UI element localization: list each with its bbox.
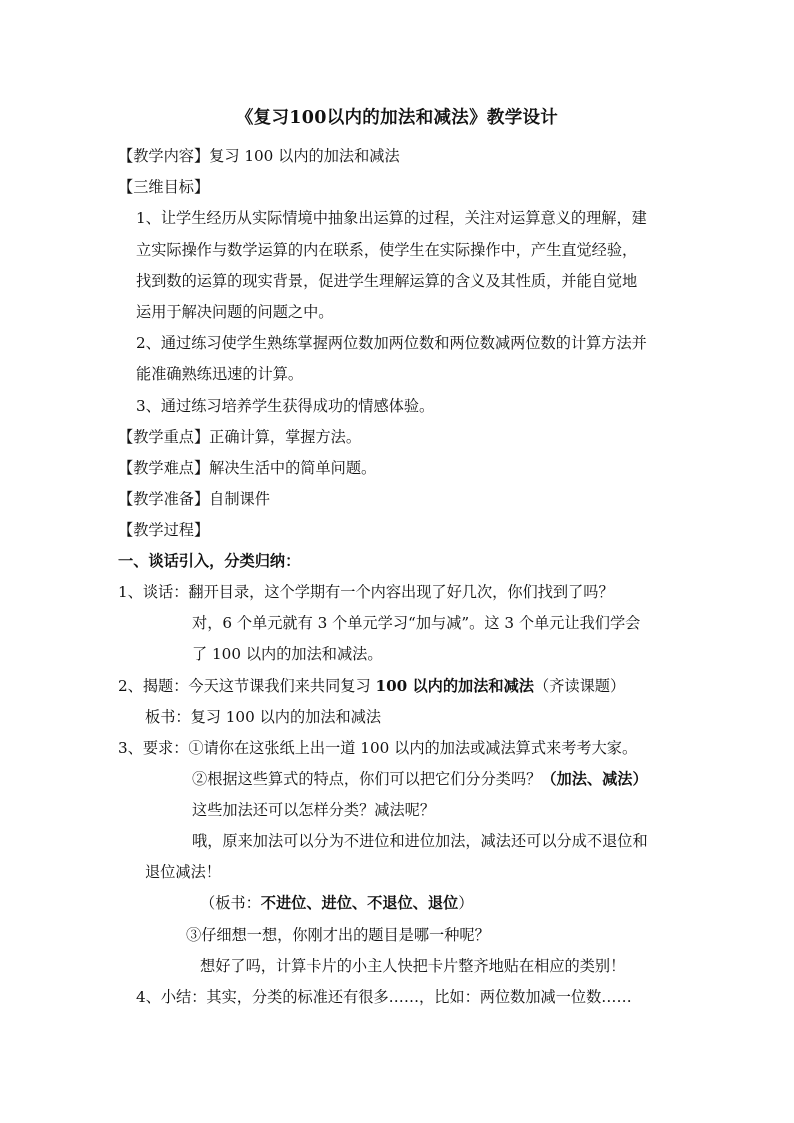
step-2-text: 今天这节课我们来共同复习 [188, 677, 376, 695]
goal-2-line-1: 2、通过练习使学生熟练掌握两位数加两位数和两位数减两位数的计算方法并 [136, 334, 647, 352]
step-4-text: 其实，分类的标准还有很多……，比如：两位数加减一位数…… [206, 988, 632, 1006]
board-close: ） [458, 894, 474, 912]
preparation-line [118, 489, 270, 509]
step-1-text: 翻开目录，这个学期有一个内容出现了好几次，你们找到了吗？ [188, 583, 614, 601]
step-2-board: 板书：复习 100 以内的加法和减法 [145, 708, 382, 726]
section-tag: 【教学内容】 [118, 147, 210, 165]
goals-tag: 【三维目标】 [118, 178, 210, 196]
goal-1-line-3: 找到数的运算的现实背景，促进学生理解运算的含义及其性质，并能自觉地 [136, 272, 638, 290]
step-1-label: 1、谈话： [118, 583, 189, 601]
section-tag: 【教学重点】 [118, 428, 210, 446]
section-1-heading: 一、谈话引入，分类归纳： [118, 552, 301, 570]
step-3-req-2-answer: （加法、减法） [541, 770, 648, 788]
step-3-label: 3、要求： [118, 739, 189, 757]
step-3-board [200, 893, 473, 913]
step-2-note: （齐读课题） [534, 677, 626, 695]
process-tag: 【教学过程】 [118, 521, 210, 539]
step-3-line-1 [118, 738, 637, 758]
board-categories: 不进位、进位、不退位、退位 [260, 894, 459, 912]
section-tag: 【教学难点】 [118, 459, 210, 477]
step-2-line-1 [118, 676, 625, 696]
step-2-label: 2、揭题： [118, 677, 189, 695]
document-title: 《复习100以内的加法和减法》教学设计 [235, 108, 559, 128]
key-point-text: 正确计算，掌握方法。 [209, 428, 361, 446]
step-1-line-1 [118, 582, 614, 602]
step-4-line [136, 987, 632, 1007]
goal-3: 3、通过练习培养学生获得成功的情感体验。 [136, 397, 435, 415]
preparation-text: 自制课件 [209, 490, 270, 508]
step-1-line-2: 对，6 个单元就有 3 个单元学习“加与减”。这 3 个单元让我们学会 [192, 614, 641, 632]
step-4-label: 4、小结： [136, 988, 207, 1006]
section-tag: 【教学准备】 [118, 490, 210, 508]
goal-1-line-4: 运用于解决问题的问题之中。 [136, 303, 334, 321]
board-open: （板书： [200, 894, 261, 912]
key-point-line [118, 427, 361, 447]
step-3-line-8: 想好了吗，计算卡片的小主人快把卡片整齐地贴在相应的类别！ [200, 957, 626, 975]
teaching-content-text: 复习 100 以内的加法和减法 [209, 147, 400, 165]
step-3-line-3: 这些加法还可以怎样分类？减法呢？ [192, 801, 435, 819]
step-2-topic: 100 以内的加法和减法 [375, 677, 534, 695]
step-3-req-2 [192, 769, 648, 789]
goal-1-line-2: 立实际操作与数学运算的内在联系，使学生在实际操作中，产生直觉经验， [136, 241, 638, 259]
step-3-line-5: 退位减法！ [145, 863, 221, 881]
difficulty-line [118, 458, 376, 478]
goal-2-line-2: 能准确熟练迅速的计算。 [136, 365, 304, 383]
step-3-req-1: ①请你在这张纸上出一道 100 以内的加法或减法算式来考考大家。 [188, 739, 638, 757]
step-1-line-3: 了 100 以内的加法和减法。 [192, 645, 383, 663]
teaching-content-line [118, 146, 400, 166]
step-3-line-4: 哦，原来加法可以分为不进位和进位加法，减法还可以分成不退位和 [192, 832, 648, 850]
step-3-req-3: ③仔细想一想，你刚才出的题目是哪一种呢？ [186, 926, 490, 944]
difficulty-text: 解决生活中的简单问题。 [209, 459, 377, 477]
goal-1-line-1: 1、让学生经历从实际情境中抽象出运算的过程，关注对运算意义的理解，建 [136, 209, 647, 227]
step-3-req-2-text: ②根据这些算式的特点，你们可以把它们分分类吗？ [192, 770, 542, 788]
